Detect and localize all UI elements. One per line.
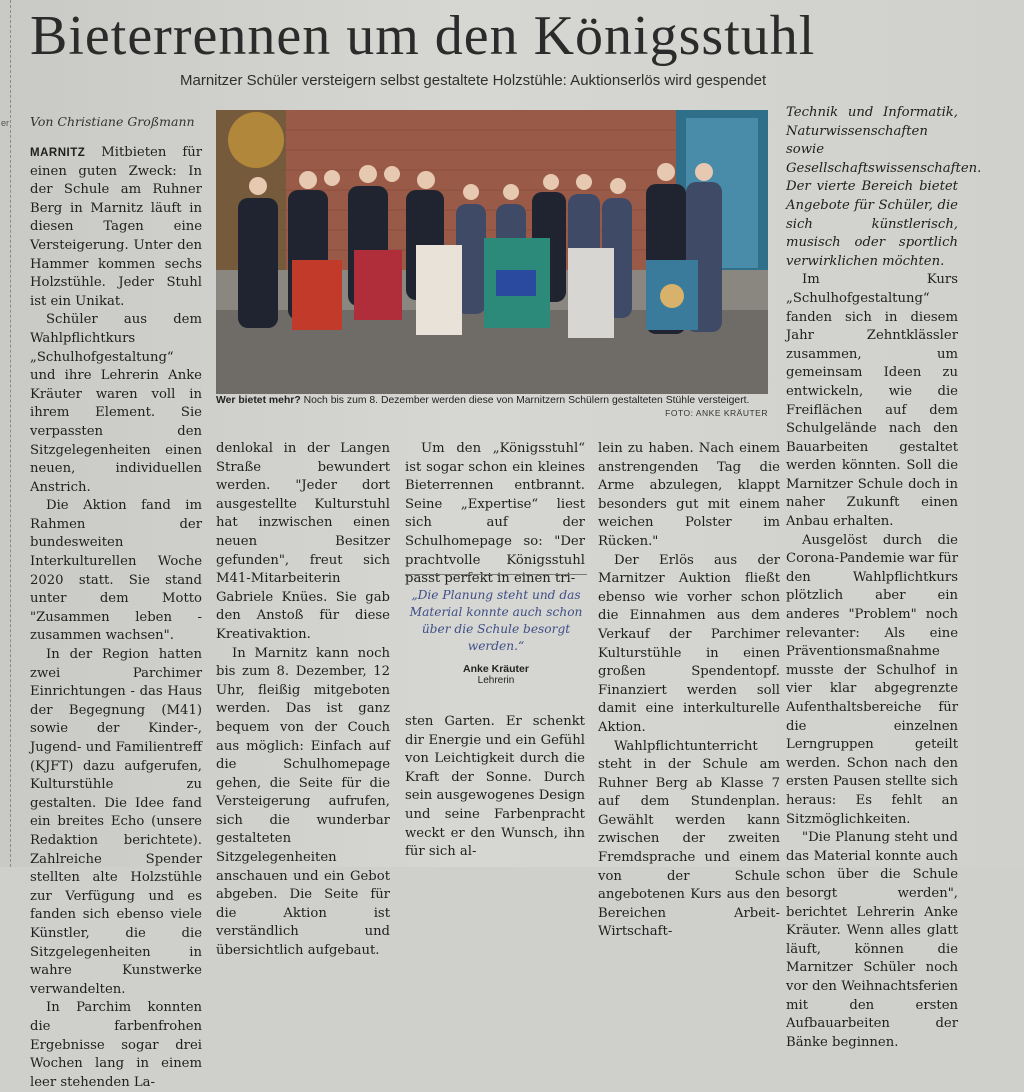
paragraph: Schüler aus dem Wahlpflichtkurs „Schulhofgestaltung“ und ihre Lehrerin Anke Kräuter waren voll in ihrem Element. Sie verpassten den Sitzgelegenheiten einen neuen, individuellen Anstrich.: [30, 312, 202, 495]
paragraph: Im Kurs „Schulhofgestaltung“ fanden sich in diesem Jahr Zehntklässler zusammen, um gemeinsam Ideen zu entwickeln, wie die Freiflächen auf dem Schulgelände nach den Bauarbeiten gestaltet werden könnten. Soll die Marnitzer Schule doch in naher Zukunft einen Anbau erhalten.: [786, 272, 958, 530]
paragraph: Um den „Königsstuhl“ ist sogar schon ein kleines Bieterrennen entbrannt. Seine „Expertise“ liest sich auf der Schulhomepage so: "Der prachtvolle Königsstuhl passt perfekt in einen tri-: [405, 441, 585, 587]
page-edge-divider: [0, 0, 11, 867]
column-3: [405, 440, 585, 589]
paragraph: Die Aktion fand im Rahmen der bundesweiten Interkulturellen Woche 2020 statt. Sie stand unter dem Motto "Zusammen leben - zusammen wachsen".: [30, 498, 202, 644]
paragraph: [30, 144, 202, 311]
photo-credit: FOTO: ANKE KRÄUTER: [665, 408, 768, 418]
pull-quote-text: „Die Planung steht und das Material konnte auch schon über die Schule besorgt werden.“: [409, 588, 583, 653]
column-5: [786, 104, 982, 1052]
column-1: [30, 144, 202, 1092]
paragraph: Technik und Informatik, Naturwissenschaften sowie Gesellschaftswissenschaften. Der vierte Bereich bietet Angebote für Schüler, die sich künstlerisch, musisch oder sportlich verwirklichen möchten.: [786, 105, 982, 269]
paragraph: denlokal in der Langen Straße bewundert werden. "Jeder dort ausgestellte Kulturstuhl hat inzwischen einen neuen Besitzer gefunden", freut sich M41-Mitarbeiterin Gabriele Knües. Sie gab den Anstoß für diese Kreativaktion.: [216, 441, 390, 642]
previous-article-fragment: er: [1, 118, 10, 128]
paragraph: In der Region hatten zwei Parchimer Einrichtungen - das Haus der Begegnung (M41) sowie der Kinder-, Jugend- und Familientreff (KJFT) dazu aufgerufen, Kulturstühle zu gestalten. Die Idee fand ein breites Echo (unsere Redaktion berichtete). Zahlreiche Spender stellten alte Holzstühle zur Verfügung und es fanden sich ebenso viele Künstler, die die Sitzgelegenheiten in wahre Kunstwerke verwandelten.: [30, 647, 202, 997]
column-2: [216, 440, 390, 961]
pull-quote-author: Anke Kräuter: [463, 663, 529, 675]
paragraph: Wahlpflichtunterricht steht in der Schule am Ruhner Berg ab Klasse 7 auf dem Stundenplan. Gewählt werden kann zwischen der zweiten Fremdsprache und einem von der Schule angebotenen Kurs aus den Bereichen Arbeit-Wirtschaft-: [598, 738, 780, 940]
paragraph: In Marnitz kann noch bis zum 8. Dezember, 12 Uhr, fleißig mitgeboten werden. Das ist ganz bequem von der Couch aus möglich: Einfach auf die Schulhomepage gehen, die Seite für die Versteigerung aufrufen, sich die wunderbar gestalteten Sitzgelegenheiten anschauen und ein Gebot abgeben. Die Seite für die Aktion ist verständlich und übersichtlich aufgebaut.: [216, 645, 390, 959]
paragraph: Ausgelöst durch die Corona-Pandemie war für den Wahlpflichtkurs plötzlich aber ein anderes "Problem" noch relevanter: Als eine Präventionsmaßnahme musste der Schulhof in vier klar abgegrenzte Aufenthaltsbereiche für die einzelnen Lerngruppen geteilt werden. Schon nach den ersten Pausen stellte sich heraus: Es fehlt an Sitzmöglichkeiten.: [786, 532, 959, 827]
pull-quote: [405, 574, 587, 693]
photo-students-with-chairs: [216, 110, 768, 394]
caption-lead: Wer bietet mehr?: [216, 395, 301, 406]
caption-text: Noch bis zum 8. Dezember werden diese von Marnitzern Schülern gestalteten Stühle versteigert.: [300, 395, 750, 406]
paragraph-text: Mitbieten für einen guten Zweck: In der Schule am Ruhner Berg in Marnitz läuft in diesen Tagen eine Versteigerung. Unter den Hammer kommen sechs Holzstühle. Jeder Stuhl ist ein Unikat.: [30, 145, 202, 309]
subheadline: Marnitzer Schüler versteigern selbst gestaltete Holzstühle: Auktionserlös wird gespendet: [180, 72, 767, 89]
dateline: MARNITZ: [30, 147, 86, 159]
paragraph: "Die Planung steht und das Material konnte auch schon über die Schule besorgt werden", berichtet Lehrerin Anke Kräuter. Wenn alles glatt läuft, können die Marnitzer Schüler noch vor den Weihnachtsferien mit den ersten Aufbauarbeiten der Bänke beginnen.: [786, 830, 958, 1050]
paragraph: Der Erlös aus der Marnitzer Auktion fließt ebenso wie vorher schon die Einnahmen aus dem Verkauf der Parchimer Kulturstühle in einen großen Spendentopf. Finanziert werden soll damit eine interkulturelle Aktion.: [598, 552, 780, 735]
paragraph: In Parchim konnten die farbenfrohen Ergebnisse sogar drei Wochen lang in einem leer stehenden La-: [30, 1000, 202, 1090]
column-3-continued: [405, 713, 585, 862]
byline: Von Christiane Großmann: [30, 114, 195, 129]
photo-caption: [216, 394, 768, 418]
paragraph: lein zu haben. Nach einem anstrengenden Tag die Arme abzulegen, klappt besonders gut mit einem weichen Polster im Rücken.": [598, 441, 780, 549]
headline: Bieterrennen um den Königsstuhl: [30, 5, 816, 67]
article-photo: [216, 110, 768, 394]
pull-quote-role: Lehrerin: [477, 675, 515, 686]
paragraph: sten Garten. Er schenkt dir Energie und ein Gefühl von Leichtigkeit durch die Kraft der Sonne. Durch sein ausgewogenes Design und seine Farbenpracht weckt er den Wunsch, ihn für sich al-: [405, 714, 585, 860]
